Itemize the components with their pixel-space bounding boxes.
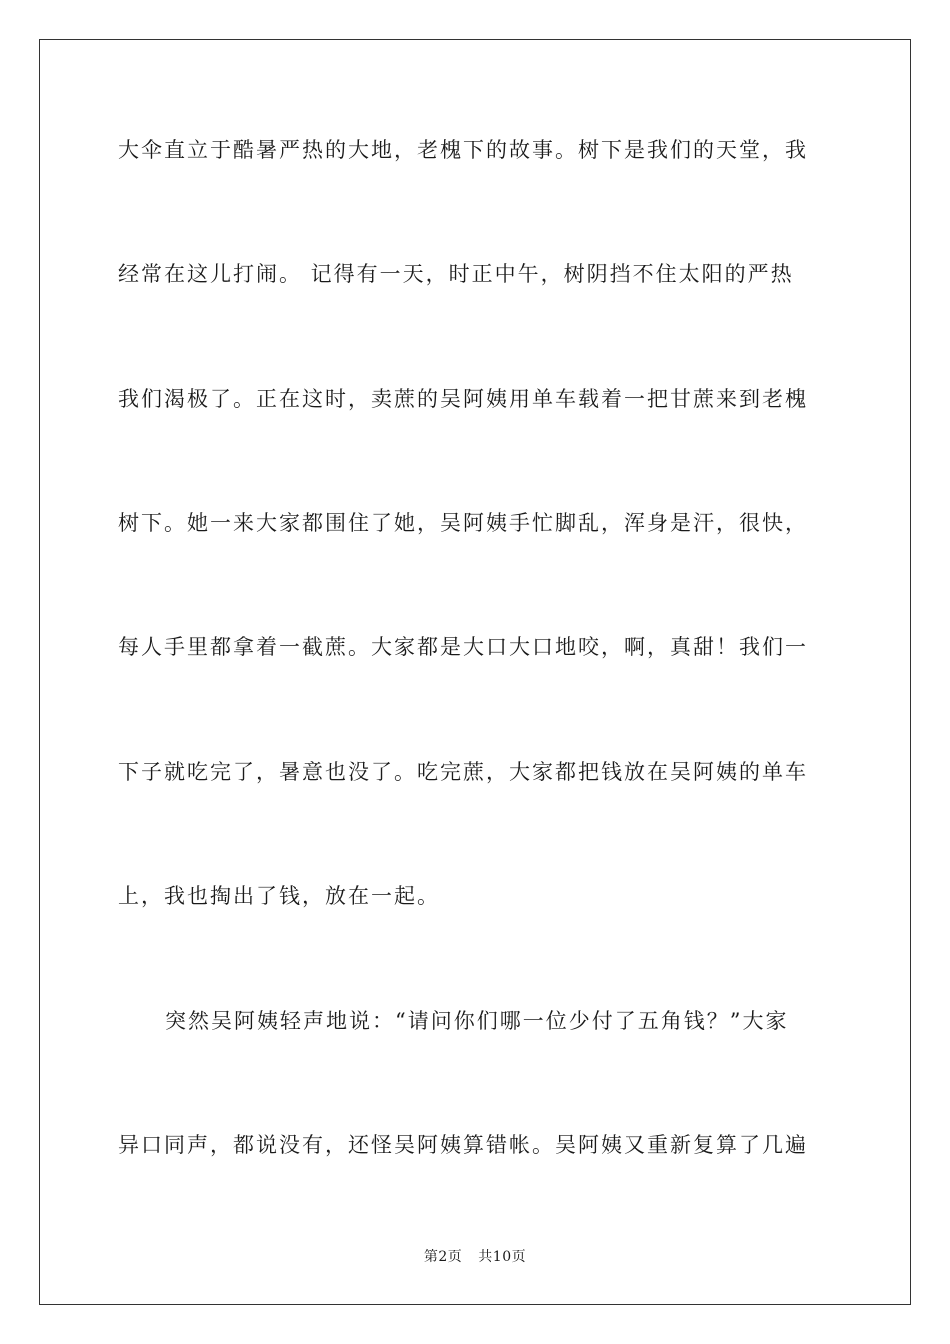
paragraph-line: 树下。她一来大家都围住了她，吴阿姨手忙脚乱，浑身是汗，很快，	[118, 511, 808, 535]
paragraph-first-line: 突然吴阿姨轻声地说：“请问你们哪一位少付了五角钱？”大家	[165, 1009, 789, 1033]
paragraph-line: 下子就吃完了，暑意也没了。吃完蔗，大家都把钱放在吴阿姨的单车	[118, 760, 808, 784]
paragraph-line: 我们渴极了。正在这时，卖蔗的吴阿姨用单车载着一把甘蔗来到老槐	[118, 387, 808, 411]
paragraph-line: 大伞直立于酷暑严热的大地，老槐下的故事。树下是我们的天堂，我	[118, 138, 808, 162]
page-total: 共10页	[478, 1249, 527, 1265]
page-border	[39, 39, 911, 1305]
paragraph-line: 异口同声，都说没有，还怪吴阿姨算错帐。吴阿姨又重新复算了几遍	[118, 1133, 808, 1157]
page-footer	[0, 1248, 950, 1266]
page-number: 第2页	[423, 1249, 463, 1265]
paragraph-line: 上，我也掏出了钱，放在一起。	[118, 884, 440, 908]
paragraph-line: 每人手里都拿着一截蔗。大家都是大口大口地咬，啊，真甜！我们一	[118, 635, 808, 659]
paragraph-line: 经常在这儿打闹。 记得有一天，时正中午，树阴挡不住太阳的严热	[118, 262, 794, 286]
